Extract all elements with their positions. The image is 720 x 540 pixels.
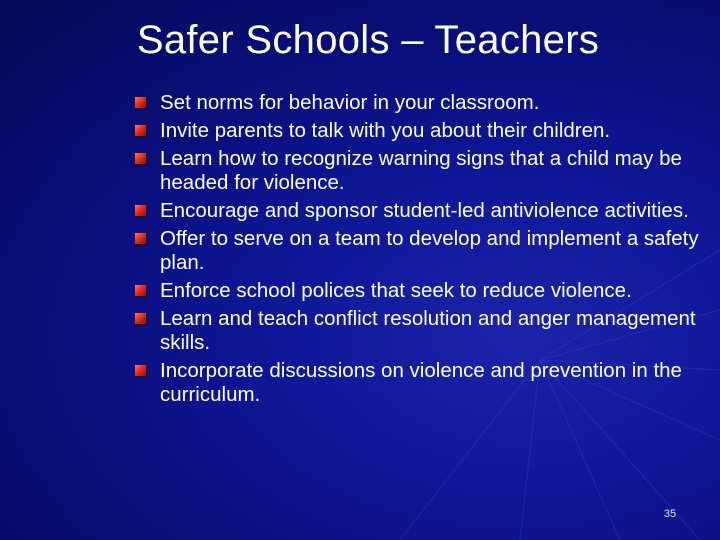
list-item: [160, 279, 712, 303]
bullet-text: Offer to serve on a team to develop and implement a safety plan.: [160, 227, 699, 274]
list-item: [160, 119, 712, 143]
list-item: [160, 359, 712, 407]
bullet-text: Invite parents to talk with you about their children.: [160, 119, 611, 142]
list-item: [160, 227, 712, 275]
square-bullet-icon: [135, 205, 146, 216]
bullet-text: Set norms for behavior in your classroom.: [160, 91, 540, 114]
square-bullet-icon: [135, 125, 146, 136]
bullet-text: Incorporate discussions on violence and prevention in the curriculum.: [160, 359, 682, 406]
square-bullet-icon: [135, 285, 146, 296]
bullet-text: Encourage and sponsor student-led antiviolence activities.: [160, 199, 689, 222]
square-bullet-icon: [135, 233, 146, 244]
slide-title: Safer Schools – Teachers: [136, 18, 600, 62]
list-item: [160, 91, 712, 115]
bullet-text: Learn how to recognize warning signs that a child may be headed for violence.: [160, 147, 682, 194]
list-item: [160, 307, 712, 355]
page-number: 35: [663, 508, 677, 520]
list-item: [160, 199, 712, 223]
bullet-text: Enforce school polices that seek to reduce violence.: [160, 279, 632, 302]
square-bullet-icon: [135, 313, 146, 324]
list-item: [160, 147, 712, 195]
square-bullet-icon: [135, 153, 146, 164]
bullet-list: [160, 91, 712, 411]
bullet-text: Learn and teach conflict resolution and anger management skills.: [160, 307, 696, 354]
square-bullet-icon: [135, 365, 146, 376]
square-bullet-icon: [135, 97, 146, 108]
